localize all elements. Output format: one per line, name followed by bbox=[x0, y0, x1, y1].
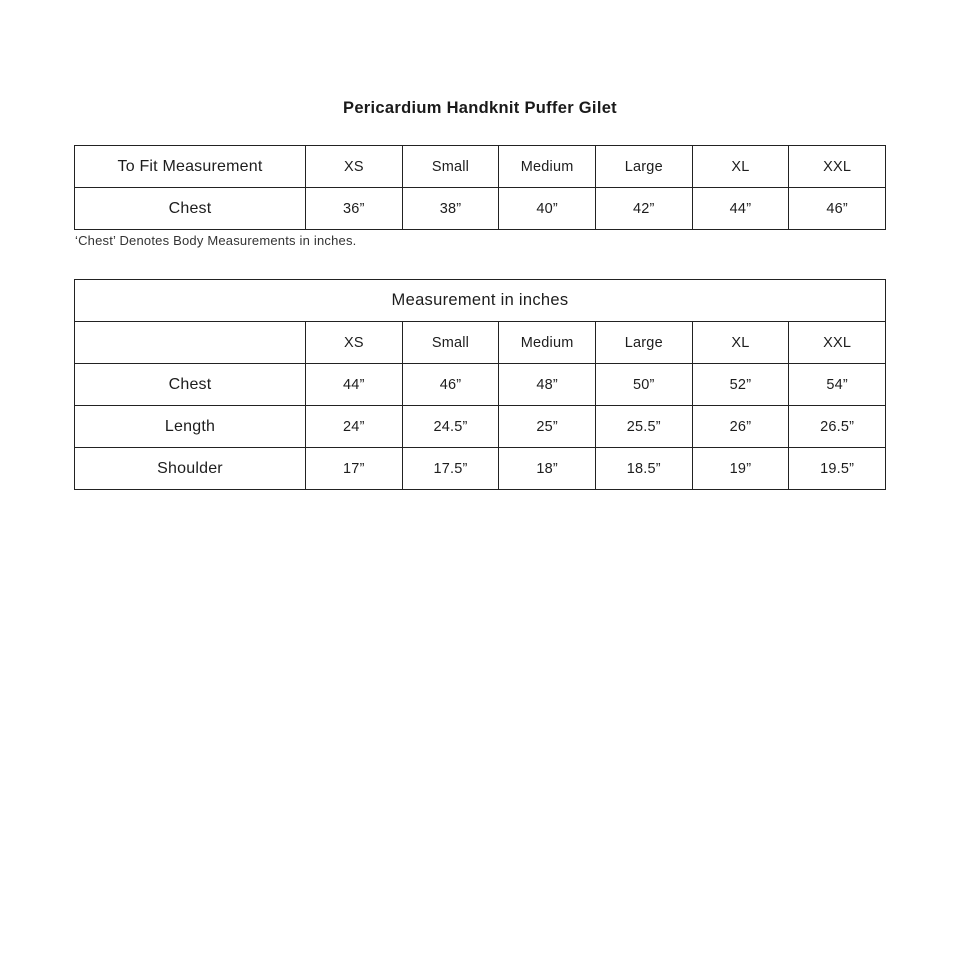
to-fit-measurement-table bbox=[74, 145, 886, 230]
shoulder-value-xxl: 19.5” bbox=[789, 448, 886, 490]
chest-value-medium: 40” bbox=[499, 188, 596, 230]
chest-value-xxl: 54” bbox=[789, 364, 886, 406]
shoulder-value-medium: 18” bbox=[499, 448, 596, 490]
table-row bbox=[75, 188, 886, 230]
chest-value-xl: 52” bbox=[692, 364, 789, 406]
size-header-large: Large bbox=[595, 322, 692, 364]
row-label-chest: Chest bbox=[75, 188, 306, 230]
page-title: Pericardium Handknit Puffer Gilet bbox=[343, 99, 617, 117]
size-header-small: Small bbox=[402, 322, 499, 364]
table-row bbox=[75, 448, 886, 490]
chest-value-medium: 48” bbox=[499, 364, 596, 406]
table-row bbox=[75, 280, 886, 322]
size-header-small: Small bbox=[402, 146, 499, 188]
length-value-large: 25.5” bbox=[595, 406, 692, 448]
shoulder-value-large: 18.5” bbox=[595, 448, 692, 490]
to-fit-header-cell: To Fit Measurement bbox=[75, 146, 306, 188]
chest-value-xs: 36” bbox=[306, 188, 403, 230]
chest-value-xs: 44” bbox=[306, 364, 403, 406]
shoulder-value-small: 17.5” bbox=[402, 448, 499, 490]
chest-value-large: 42” bbox=[595, 188, 692, 230]
chest-note: ‘Chest’ Denotes Body Measurements in inches. bbox=[75, 233, 357, 248]
size-header-medium: Medium bbox=[499, 322, 596, 364]
measurement-table-title: Measurement in inches bbox=[75, 280, 886, 322]
row-label-length: Length bbox=[75, 406, 306, 448]
table-row bbox=[75, 322, 886, 364]
row-label-shoulder: Shoulder bbox=[75, 448, 306, 490]
chest-value-xxl: 46” bbox=[789, 188, 886, 230]
empty-corner-cell bbox=[75, 322, 306, 364]
size-header-large: Large bbox=[595, 146, 692, 188]
shoulder-value-xs: 17” bbox=[306, 448, 403, 490]
chest-value-xl: 44” bbox=[692, 188, 789, 230]
size-header-xl: XL bbox=[692, 146, 789, 188]
length-value-xl: 26” bbox=[692, 406, 789, 448]
size-header-medium: Medium bbox=[499, 146, 596, 188]
chest-value-small: 46” bbox=[402, 364, 499, 406]
garment-measurement-table bbox=[74, 279, 886, 490]
row-label-chest: Chest bbox=[75, 364, 306, 406]
size-header-xs: XS bbox=[306, 322, 403, 364]
shoulder-value-xl: 19” bbox=[692, 448, 789, 490]
length-value-xs: 24” bbox=[306, 406, 403, 448]
size-header-xs: XS bbox=[306, 146, 403, 188]
table-row bbox=[75, 146, 886, 188]
length-value-small: 24.5” bbox=[402, 406, 499, 448]
chest-value-large: 50” bbox=[595, 364, 692, 406]
length-value-medium: 25” bbox=[499, 406, 596, 448]
size-header-xl: XL bbox=[692, 322, 789, 364]
length-value-xxl: 26.5” bbox=[789, 406, 886, 448]
chest-value-small: 38” bbox=[402, 188, 499, 230]
size-header-xxl: XXL bbox=[789, 322, 886, 364]
size-header-xxl: XXL bbox=[789, 146, 886, 188]
table-row bbox=[75, 406, 886, 448]
table-row bbox=[75, 364, 886, 406]
